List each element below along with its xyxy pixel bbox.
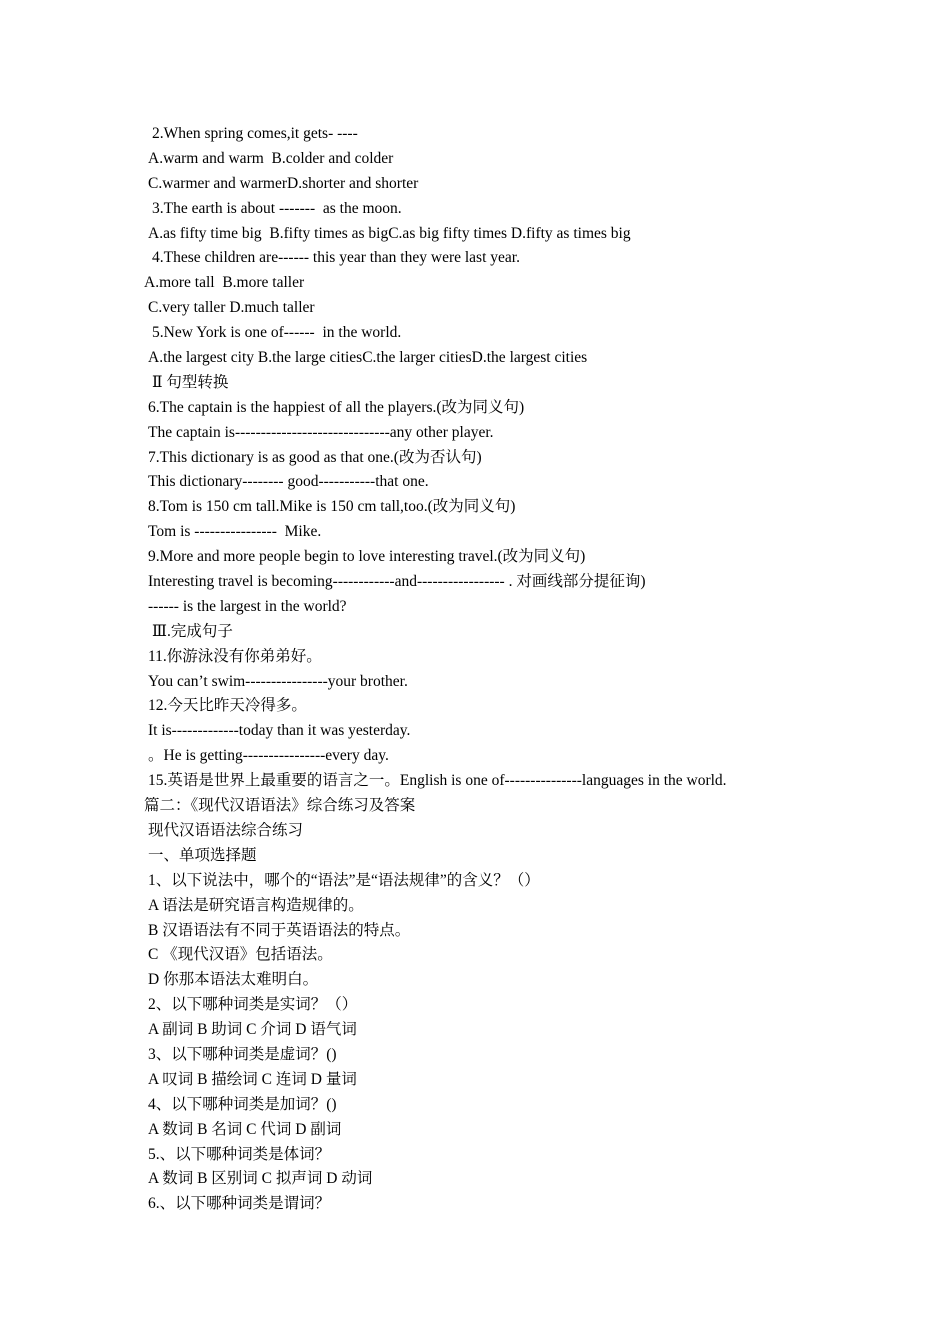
text-line: A 数词 B 名词 C 代词 D 副词	[148, 1120, 342, 1138]
text-line: A 副词 B 助词 C 介词 D 语气词	[148, 1021, 357, 1039]
text-line: A.as fifty time big B.fifty times as bigC.as big fifty times D.fifty as times big	[148, 224, 631, 242]
text-line: Interesting travel is becoming------------and----------------- . 对画线部分提征询)	[148, 573, 646, 591]
text-line: 现代汉语语法综合练习	[148, 821, 304, 839]
text-line: 。He is getting----------------every day.	[148, 747, 389, 765]
text-line: 6.The captain is the happiest of all the players.(改为同义句)	[148, 398, 525, 416]
text-line: C 《现代汉语》包括语法。	[148, 946, 333, 964]
text-line: 3、以下哪种词类是虚词？()	[148, 1045, 337, 1063]
text-line: 4.These children are------ this year than they were last year.	[152, 249, 520, 267]
text-line: You can’t swim----------------your brother.	[148, 672, 408, 690]
text-line: It is-------------today than it was yesterday.	[148, 722, 411, 740]
text-line: Ⅲ.完成句子	[152, 622, 233, 640]
text-line: 3.The earth is about ------- as the moon.	[152, 199, 402, 217]
text-line: The captain is------------------------------any other player.	[148, 423, 494, 441]
text-line: 7.This dictionary is as good as that one.(改为否认句)	[148, 448, 482, 466]
text-line: 4、以下哪种词类是加词？()	[148, 1095, 337, 1113]
text-line: B 汉语语法有不同于英语语法的特点。	[148, 921, 411, 939]
text-line: A.warm and warm B.colder and colder	[148, 149, 394, 167]
text-line: A 语法是研究语言构造规律的。	[148, 896, 364, 914]
text-line: This dictionary-------- good-----------that one.	[148, 473, 429, 491]
text-line: 6.、以下哪种词类是谓词？	[148, 1195, 331, 1213]
text-line: 5.New York is one of------ in the world.	[152, 324, 402, 342]
document-page	[0, 122, 950, 1217]
text-line: A.more tall B.more taller	[144, 274, 305, 292]
text-line: A.the largest city B.the large citiesC.the larger citiesD.the largest cities	[148, 349, 588, 367]
text-line: Tom is ---------------- Mike.	[148, 523, 322, 541]
text-line: 5.、以下哪种词类是体词？	[148, 1145, 331, 1163]
text-line: 11.你游泳没有你弟弟好。	[148, 647, 322, 665]
text-line: 2.When spring comes,it gets- ----	[152, 125, 358, 142]
text-line: 12.今天比昨天冷得多。	[148, 697, 307, 715]
text-line: 篇二：《现代汉语语法》综合练习及答案	[144, 797, 416, 815]
text-line: 1、以下说法中，哪个的“语法”是“语法规律”的含义？（）	[148, 871, 540, 889]
text-line: ------ is the largest in the world?	[148, 597, 347, 615]
text-line: A 数词 B 区别词 C 拟声词 D 动词	[148, 1170, 373, 1188]
text-line: 9.More and more people begin to love interesting travel.(改为同义句)	[148, 548, 586, 566]
text-line: 8.Tom is 150 cm tall.Mike is 150 cm tall,too.(改为同义句)	[148, 498, 516, 516]
text-line: A 叹词 B 描绘词 C 连词 D 量词	[148, 1070, 357, 1088]
text-line: 15.英语是世界上最重要的语言之一。English is one of---------------languages in the world.	[148, 772, 727, 790]
text-line: C.very taller D.much taller	[148, 299, 315, 317]
text-line: Ⅱ 句型转换	[152, 373, 229, 391]
text-line: 一、单项选择题	[148, 846, 257, 864]
text-line: C.warmer and warmerD.shorter and shorter	[148, 174, 419, 192]
text-line: 2、以下哪种词类是实词？（）	[148, 996, 358, 1014]
text-line: D 你那本语法太难明白。	[148, 971, 319, 989]
